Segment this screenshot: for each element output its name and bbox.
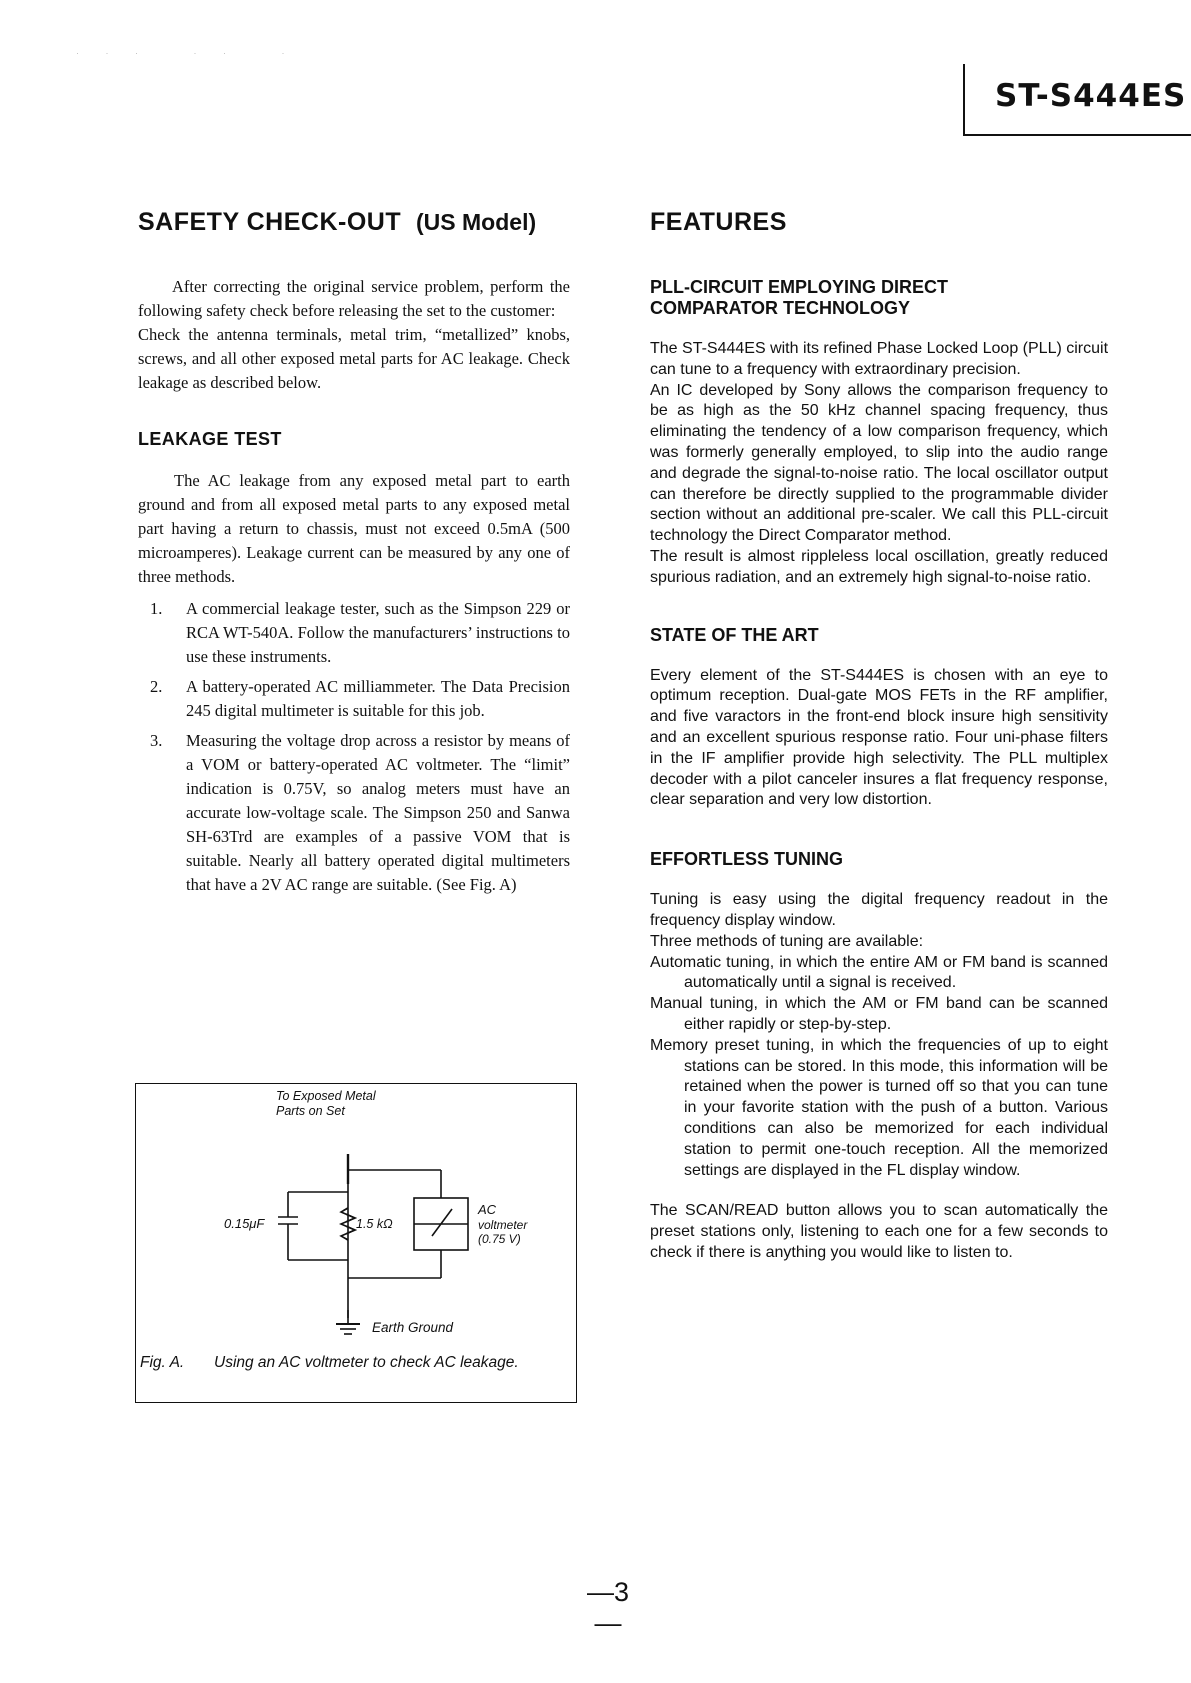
list-item-number: 2. (150, 677, 163, 696)
intro-block (138, 275, 570, 395)
left-column (138, 208, 570, 903)
pll-paragraph-3: The result is almost rippleless local oscillation, greatly reduced spurious radiation, and an extremely high signal-to-noise ratio. (650, 547, 1108, 586)
figure-caption-label: Fig. A. (140, 1354, 185, 1371)
state-of-art-paragraph: Every element of the ST-S444ES is chosen with an eye to optimum reception. Dual-gate MOS FETs in the RF amplifier, and five varactors in the front-end block insure high sensitivity and an excellent spurious response ratio. Four uni-phase filters in the IF amplifier provide high selectivity. The PLL multiplex decoder with a pilot canceler insures a flat frequency response, clear separation and very low distortion. (650, 666, 1108, 809)
label-parts-on-set: Parts on Set (276, 1104, 345, 1118)
pll-heading (650, 277, 1108, 319)
leakage-paragraph: The AC leakage from any exposed metal part to earth ground and from all exposed metal parts to any exposed metal part having a return to chassis, must not exceed 0.5mA (500 microamperes). Leakage current can be measured by any one of three methods. (138, 471, 570, 586)
page-number: —3— (586, 1577, 630, 1638)
list-item-text: Measuring the voltage drop across a resistor by means of a VOM or battery-operated AC voltmeter. The “limit” indication is 0.75V, so analog meters must have an accurate low-voltage scale. The Simpson 250 and Sanwa SH-63Trd are examples of a passive VOM that is suitable. Nearly all battery operated digital multimeters that have a 2V AC range are suitable. (See Fig. A) (186, 731, 570, 894)
voltmeter-needle (432, 1209, 452, 1236)
list-item-text: A commercial leakage tester, such as the Simpson 229 or RCA WT-540A. Follow the manufacturers’ instructions to use these instruments. (186, 599, 570, 666)
resistor-value: 1.5 kΩ (356, 1217, 393, 1231)
list-item (138, 675, 570, 723)
leakage-circuit-diagram (136, 1084, 576, 1402)
intro-paragraph-1: After correcting the original service problem, perform the following safety check before releasing the set to the customer: (138, 277, 570, 320)
meter-label-range: (0.75 V) (478, 1232, 521, 1246)
meter-label-voltmeter: voltmeter (478, 1218, 528, 1232)
pll-paragraph-2: An IC developed by Sony allows the comparison frequency to be as high as the 50 kHz channel spacing frequency, thus eliminating the tendency of a low comparison frequency, which was formerly generally employed, to slip into the audio range and degrade the signal-to-noise ratio. The local oscillator output can therefore be directly supplied to the programmable divider section without an additional pre-scaler. We call this PLL-circuit technology the Direct Comparator method. (650, 381, 1108, 545)
list-item (138, 729, 570, 897)
model-header-box (963, 64, 1191, 136)
figure-caption-text: Using an AC voltmeter to check AC leakage. (214, 1354, 519, 1371)
intro-paragraph-2: Check the antenna terminals, metal trim, “metallized” knobs, screws, and all other exposed metal parts for AC leakage. Check leakage as described below. (138, 325, 570, 392)
list-item-number: 1. (150, 599, 163, 618)
resistor-mask (332, 1210, 346, 1244)
effortless-tuning-heading: EFFORTLESS TUNING (650, 849, 843, 870)
list-item (138, 597, 570, 669)
tuning-paragraph-1: Tuning is easy using the digital frequency readout in the frequency display window. (650, 891, 1108, 929)
list-item-text: A battery-operated AC milliammeter. The Data Precision 245 digital multimeter is suitable for this job. (186, 677, 570, 720)
scan-read-paragraph: The SCAN/READ button allows you to scan automatically the preset stations only, listening to each one for a few seconds to check if there is anything you would like to listen to. (650, 1202, 1108, 1261)
earth-ground-label: Earth Ground (372, 1320, 454, 1335)
state-of-art-heading: STATE OF THE ART (650, 624, 819, 645)
tuning-block (650, 890, 1108, 1264)
pll-heading-line-1: PLL-CIRCUIT EMPLOYING DIRECT (650, 277, 948, 297)
pll-heading-line-2: COMPARATOR TECHNOLOGY (650, 298, 910, 318)
tuning-method-memory: Memory preset tuning, in which the frequencies of up to eight stations can be stored. In this mode, this information will be retained when the power is turned off so that you can tune in your favorite station with the push of a button. Various conditions can also be memorized for each individual station to permit one-touch reception. All the memorized settings are displayed in the FL display window. (650, 1036, 1108, 1179)
leakage-block (138, 469, 570, 897)
safety-title-main: SAFETY CHECK-OUT (138, 208, 402, 236)
scan-artifact-dots: · · · · · · (76, 48, 297, 58)
capacitor-value: 0.15μF (224, 1216, 265, 1231)
safety-title-sub: (US Model) (416, 209, 537, 235)
safety-checkout-title (138, 208, 570, 237)
label-exposed-metal: To Exposed Metal (276, 1089, 376, 1103)
state-of-art-block (650, 666, 1108, 812)
meter-label-ac: AC (478, 1202, 497, 1217)
list-item-number: 3. (150, 731, 163, 750)
tuning-method-auto: Automatic tuning, in which the entire AM or FM band is scanned automatically until a signal is received. (650, 953, 1108, 992)
methods-list (138, 597, 570, 897)
tuning-paragraph-2: Three methods of tuning are available: (650, 932, 924, 950)
features-title: FEATURES (650, 208, 787, 236)
right-column (650, 208, 1108, 1264)
leakage-test-heading: LEAKAGE TEST (138, 429, 282, 449)
figure-a (135, 1083, 577, 1403)
tuning-method-manual: Manual tuning, in which the AM or FM band can be scanned either rapidly or step-by-step. (650, 995, 1108, 1033)
pll-paragraph-1: The ST-S444ES with its refined Phase Locked Loop (PLL) circuit can tune to a frequency with extraordinary precision. (650, 340, 1109, 378)
pll-block (650, 339, 1108, 589)
model-number: ST-S444ES (995, 78, 1187, 114)
